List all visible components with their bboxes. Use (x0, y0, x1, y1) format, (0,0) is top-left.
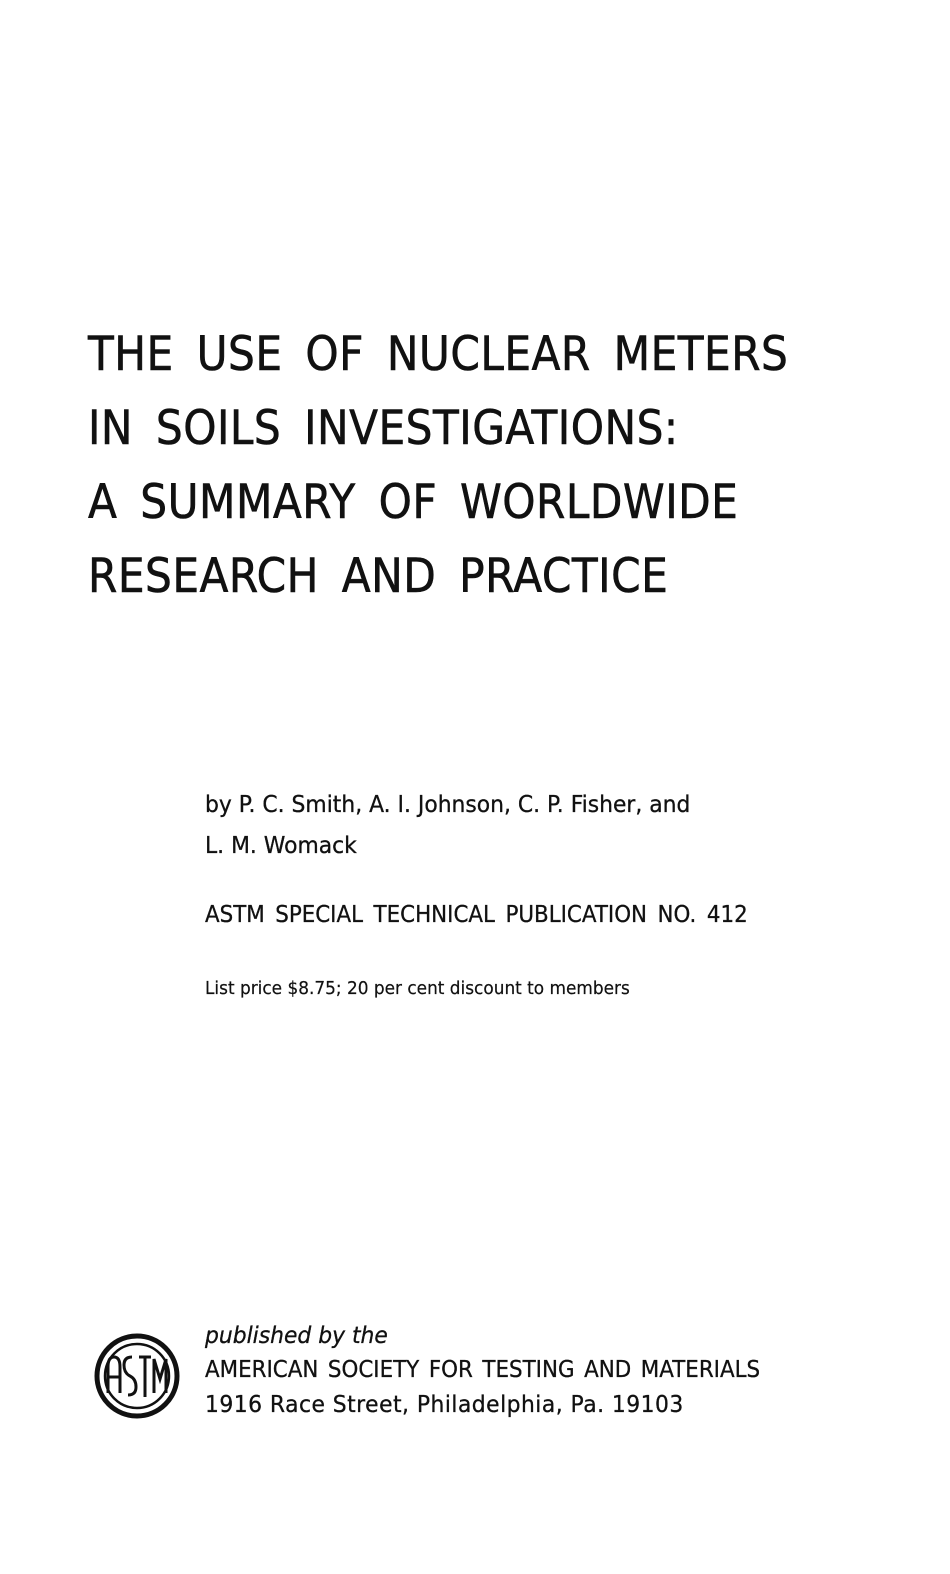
title-line-3: A SUMMARY OF WORLDWIDE (88, 475, 739, 530)
document-title (88, 318, 888, 614)
publisher-address: 1916 Race Street, Philadelphia, Pa. 19103 (205, 1392, 684, 1418)
published-by-label: published by the (205, 1323, 388, 1349)
title-line-2: IN SOILS INVESTIGATIONS: (88, 401, 679, 456)
title-line-4: RESEARCH AND PRACTICE (88, 549, 669, 604)
publisher-name: AMERICAN SOCIETY FOR TESTING AND MATERIALS (205, 1357, 761, 1383)
authors (205, 785, 690, 867)
publication-series: ASTM SPECIAL TECHNICAL PUBLICATION NO. 412 (205, 902, 748, 928)
title-line-1: THE USE OF NUCLEAR METERS (88, 327, 789, 382)
astm-logo-icon (94, 1333, 180, 1419)
publisher-block (205, 1320, 802, 1423)
authors-line-1: by P. C. Smith, A. I. Johnson, C. P. Fisher, and (205, 792, 691, 818)
price-note: List price $8.75; 20 per cent discount to members (205, 978, 630, 999)
authors-line-2: L. M. Womack (205, 833, 357, 859)
